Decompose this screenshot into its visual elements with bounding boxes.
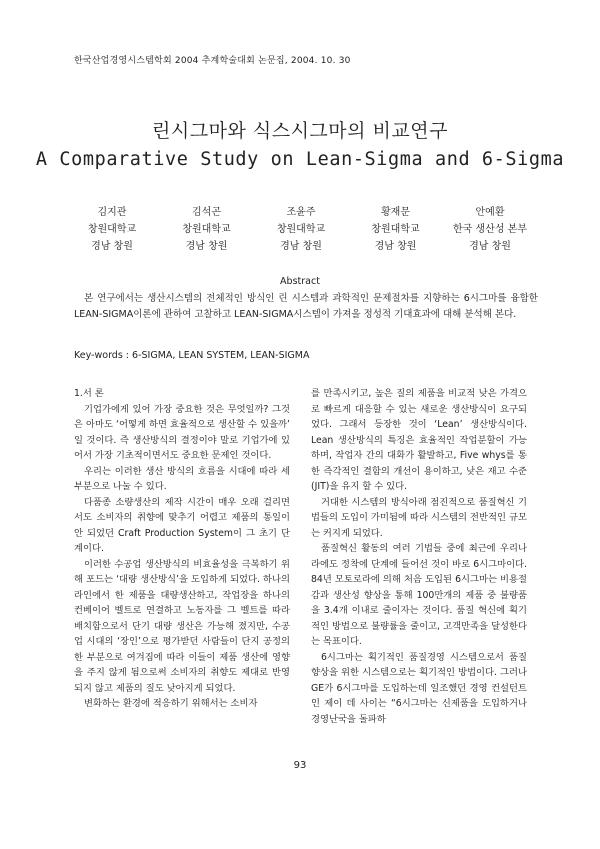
author-location: 경남 창원	[469, 241, 511, 252]
paragraph: 6시그마는 획기적인 품질경영 시스템으로서 품질 향상을 위한 시스템으로는 획기적인 방법이다. 그러나 GE가 6시그마를 도입하는데 일조했던 경영 컨설턴트인 제이 데 사이는 “6시그마는 신제품을 도입하거나 경영난국을 돌파하	[311, 651, 527, 725]
author-2	[161, 204, 253, 255]
paragraph: 이러한 수공업 생산방식의 비효율성을 극복하기 위해 포드는 ‘대량 생산방식’을 도입하게 되었다. 하나의 라인에서 한 제품을 대량생산하고, 작업장을 하나의 컨베이어 벨트로 연결하고 노동자를 그 벨트를 따라 배치함으로서 단기 대량 생산은 가능해 졌지만, 수공업 시대의 ‘장인’으로 평가받던 사람들이 단지 공정의 한 부분으로 여겨짐에 따라 이들이 제품 생산에 영향을 주지 않게 됨으로써 소비자의 취향도 제대로 반영되지 않고 제품의 질도 낮아지게 되었다.	[74, 558, 290, 694]
author-affiliation: 창원대학교	[371, 224, 420, 235]
paragraph: 거대한 시스템의 방식아래 점진적으로 품질혁신 기법들의 도입이 가미됨에 따라 시스템의 전반적인 규모는 커지게 되었다.	[311, 496, 527, 539]
section-heading: 1.서 론	[74, 388, 104, 399]
author-location: 경남 창원	[374, 241, 417, 252]
author-name: 조윤주	[286, 207, 316, 218]
author-name: 황재문	[381, 207, 410, 218]
body-column-left	[74, 386, 290, 712]
body-column-right	[311, 386, 527, 727]
paragraph: 변화하는 환경에 적응하기 위해서는 소비자	[84, 698, 258, 709]
paragraph-continued: 를 만족시키고, 높은 질의 제품을 비교적 낮은 가격으로 빠르게 대응할 수 있는 새로운 생산방식이 요구되었다. 그래서 등장한 것이 ‘Lean’ 생산방식이다. Lean 생산방식의 특징은 효율적인 작업분할이 가능하며, 작업자 간의 대화가 활발하고, Five whys를 통한 즉각적인 결함의 개선이 용이하고, 낮은 재고 수준(JIT)을 유지 할 수 있다.	[311, 388, 527, 492]
running-header: 한국산업경영시스템학회 2004 추계학술대회 논문집, 2004. 10. 30	[74, 56, 351, 66]
paragraph: 다품종 소량생산의 제작 시간이 매우 오래 걸리면서도 소비자의 취향에 맞추기 어렵고 제품의 통일이 안 되었던 Craft Production System이 그 초기 단계이다.	[74, 496, 290, 554]
abstract-text: 본 연구에서는 생산시스템의 전체적인 방식인 린 시스템과 과학적인 문제절차를 지향하는 6시그마를 융합한 LEAN-SIGMA이론에 관하여 고찰하고 LEAN-SIGMA시스템이 가져올 정성적 기대효과에 대해 분석해 본다.	[74, 293, 538, 320]
author-affiliation: 창원대학교	[276, 224, 326, 235]
author-location: 경남 창원	[280, 241, 322, 252]
author-affiliation: 창원대학교	[87, 224, 137, 235]
paragraph: 기업가에게 있어 가장 중요한 것은 무엇일까? 그것은 아마도 ‘어떻게 하면 효율적으로 생산할 수 있을까’ 일 것이다. 즉 생산방식의 결정이야 말로 기업가에 있어서 가장 기초적이면서도 중요한 문제인 것이다.	[74, 403, 290, 461]
author-name: 안예환	[475, 207, 505, 218]
author-name: 김지관	[97, 207, 127, 218]
abstract-heading: Abstract	[280, 276, 320, 287]
author-location: 경남 창원	[185, 241, 228, 252]
author-1	[66, 204, 158, 255]
paragraph: 품질혁신 활동의 여러 기법들 중에 최근에 우리나라에도 정착에 단계에 들어선 것이 바로 6시그마이다. 84년 모토로라에 의해 처음 도입된 6시그마는 비용절감과 생산성 향상을 통해 100만개의 제품 중 불량품을 3.4개 이내로 줄이자는 것이다. 품질 혁신에 획기적인 방법으로 불량률을 줄이고, 고객만족을 달성한다는 목표이다.	[311, 543, 527, 647]
title-english: A Comparative Study on Lean-Sigma and 6-Sigma	[35, 149, 565, 170]
keywords: Key-words : 6-SIGMA, LEAN SYSTEM, LEAN-SIGMA	[74, 350, 310, 361]
author-5	[444, 204, 536, 255]
author-affiliation: 창원대학교	[182, 224, 231, 235]
page-number: 93	[293, 760, 307, 771]
title-korean: 린시그마와 식스시그마의 비교연구	[152, 120, 448, 142]
author-4	[350, 204, 442, 255]
paragraph: 우리는 이러한 생산 방식의 흐름을 시대에 따라 세부분으로 나눌 수 있다.	[74, 465, 290, 492]
author-location: 경남 창원	[91, 241, 133, 252]
author-name: 김석곤	[192, 207, 221, 218]
author-3	[255, 204, 347, 255]
author-list	[66, 204, 536, 255]
author-affiliation: 한국 생산성 본부	[453, 224, 527, 235]
